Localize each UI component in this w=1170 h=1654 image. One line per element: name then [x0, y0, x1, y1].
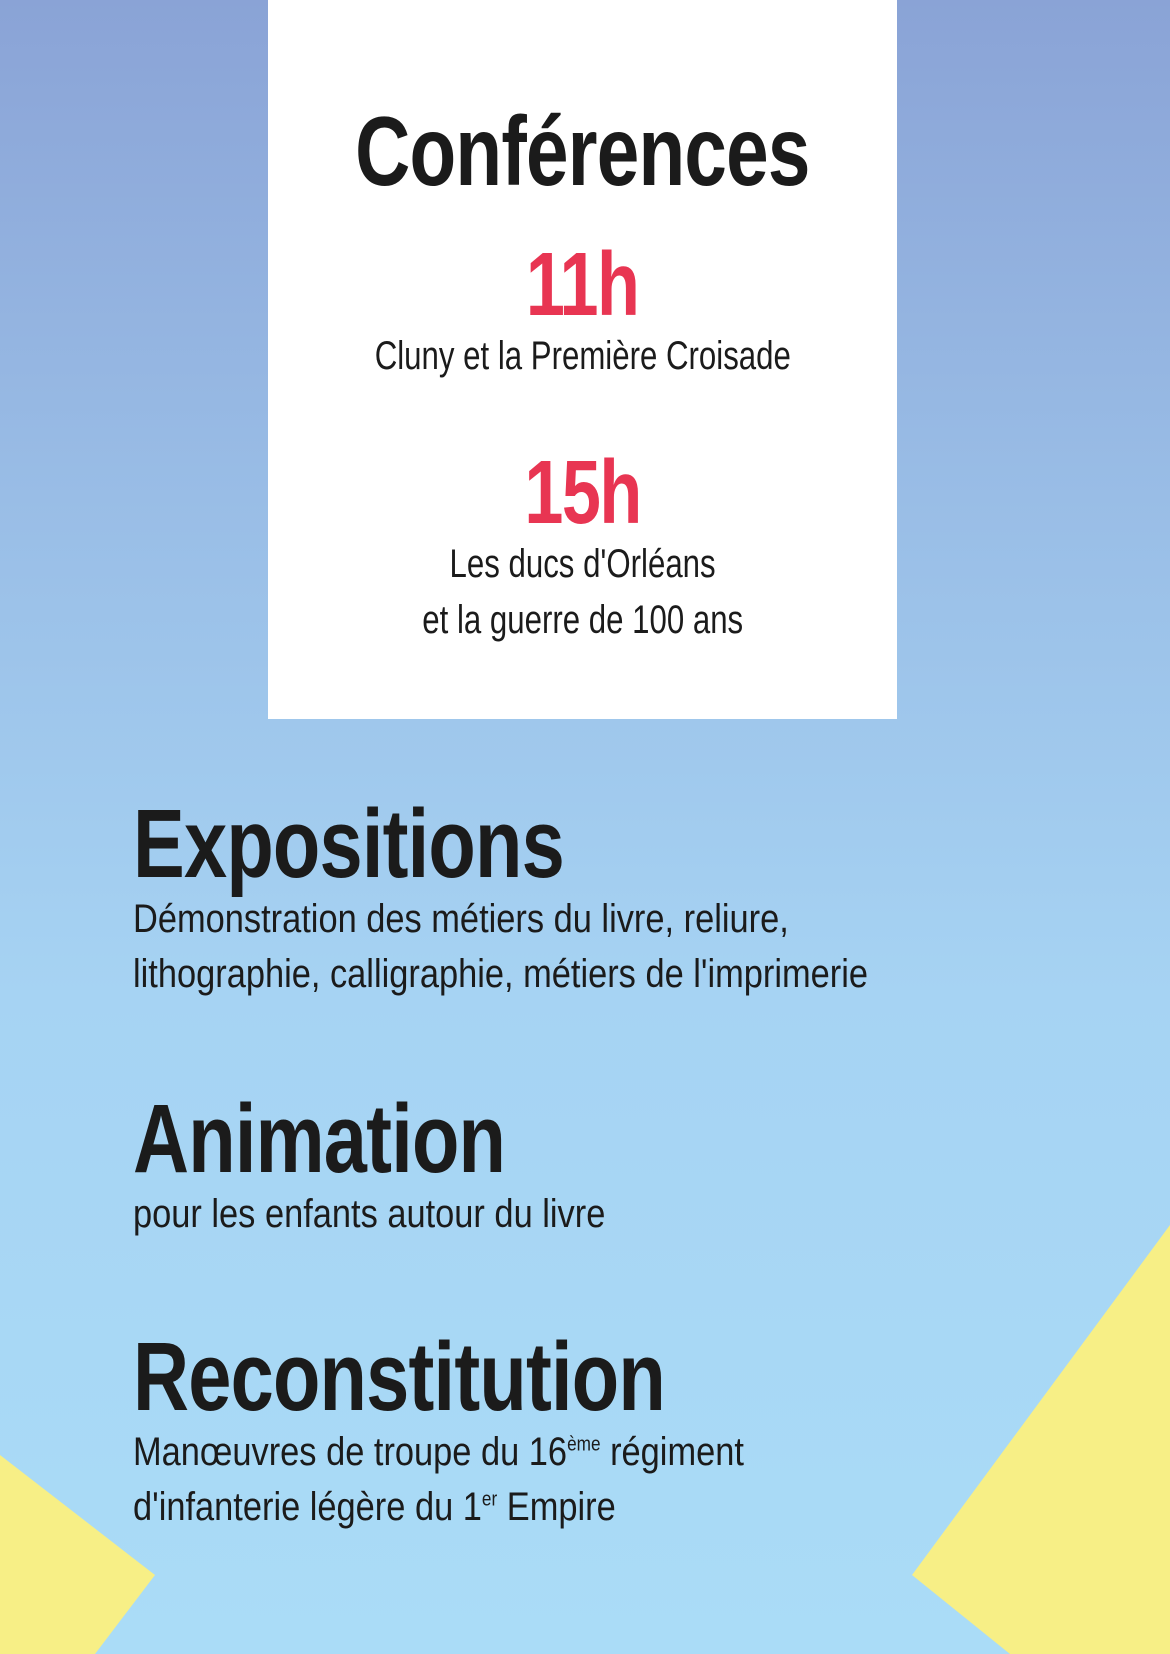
talk-time-2: 15h — [524, 443, 641, 543]
talk-description-2 — [268, 536, 897, 648]
talk-line: Cluny et la Première Croisade — [374, 334, 791, 378]
triangle-left — [0, 1455, 155, 1654]
animation-title: Animation — [133, 1084, 506, 1193]
expositions-title: Expositions — [133, 789, 564, 898]
text-run: régiment — [600, 1430, 744, 1474]
conferences-card — [268, 0, 897, 719]
description-line: Démonstration des métiers du livre, reliure, — [133, 897, 789, 941]
description-line — [133, 1425, 744, 1480]
reconstitution-section — [133, 1322, 843, 1535]
talk-time-1: 11h — [526, 235, 639, 335]
superscript: er — [481, 1488, 498, 1511]
superscript: ème — [567, 1433, 601, 1456]
description-line: pour les enfants autour du livre — [133, 1192, 606, 1236]
triangle-right — [912, 1225, 1170, 1654]
description-line: lithographie, calligraphie, métiers de l'imprimerie — [133, 952, 869, 996]
description-line — [133, 1480, 744, 1535]
text-run: Manœuvres de troupe du 16 — [133, 1430, 568, 1474]
text-run: Empire — [497, 1485, 616, 1529]
talk-line: et la guerre de 100 ans — [422, 598, 743, 642]
reconstitution-title: Reconstitution — [133, 1322, 665, 1431]
animation-description — [133, 1187, 605, 1242]
reconstitution-description — [133, 1425, 744, 1535]
talk-line: Les ducs d'Orléans — [449, 542, 716, 586]
conferences-title: Conférences — [355, 96, 810, 206]
expositions-description — [133, 892, 868, 1002]
animation-section — [133, 1084, 682, 1242]
expositions-section — [133, 789, 988, 1002]
text-run: d'infanterie légère du 1 — [133, 1485, 482, 1529]
talk-description-1 — [268, 328, 897, 384]
